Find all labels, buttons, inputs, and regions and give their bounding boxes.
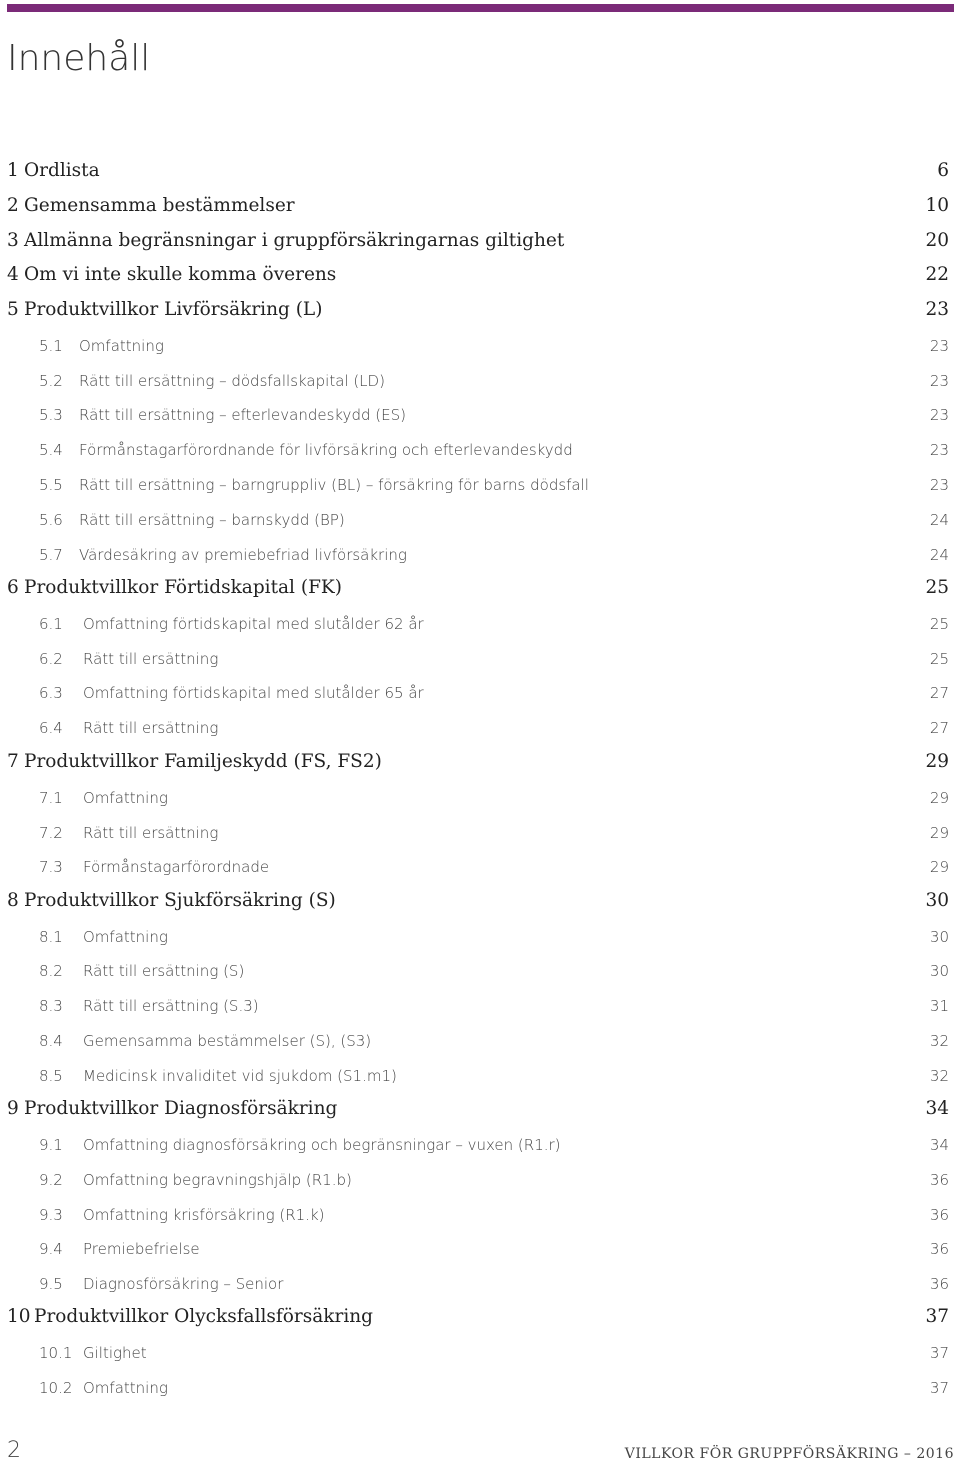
toc-section-row[interactable] <box>0 783 960 813</box>
toc-section-row[interactable] <box>0 1165 960 1195</box>
toc-entry-title: Rätt till ersättning <box>83 650 219 668</box>
toc-entry-page: 37 <box>929 1379 949 1397</box>
toc-chapter-row[interactable] <box>0 747 960 777</box>
toc-entry-title: Omfattning <box>79 337 164 355</box>
toc-entry-number: 5.4 <box>39 441 63 459</box>
toc-entry-title: Produktvillkor Förtidskapital (FK) <box>24 577 342 598</box>
toc-entry-title: Premiebefrielse <box>83 1240 200 1258</box>
toc-entry-number: 8.2 <box>39 962 63 980</box>
toc-entry-page: 29 <box>929 789 949 807</box>
toc-entry-page: 6 <box>937 160 949 181</box>
toc-entry-number: 3 <box>7 230 19 251</box>
toc-entry-title: Omfattning begravningshjälp (R1.b) <box>83 1171 352 1189</box>
toc-entry-title: Gemensamma bestämmelser (S), (S3) <box>83 1032 372 1050</box>
toc-chapter-row[interactable] <box>0 886 960 916</box>
toc-entry-page: 37 <box>929 1344 949 1362</box>
toc-entry-number: 9.3 <box>39 1206 63 1224</box>
toc-entry-number: 9.2 <box>39 1171 63 1189</box>
toc-section-row[interactable] <box>0 1338 960 1368</box>
toc-section-row[interactable] <box>0 1061 960 1091</box>
toc-entry-title: Rätt till ersättning – barnskydd (BP) <box>79 511 345 529</box>
footer-document-title: VILLKOR FÖR GRUPPFÖRSÄKRING – 2016 <box>624 1446 954 1462</box>
toc-entry-number: 8 <box>7 890 19 911</box>
toc-entry-page: 24 <box>929 511 949 529</box>
toc-entry-title: Värdesäkring av premiebefriad livförsäkring <box>79 546 407 564</box>
toc-chapter-row[interactable] <box>0 191 960 221</box>
toc-chapter-row[interactable] <box>0 1094 960 1124</box>
toc-entry-page: 37 <box>925 1306 949 1327</box>
toc-entry-page: 23 <box>929 406 949 424</box>
toc-entry-page: 22 <box>925 264 949 285</box>
toc-entry-title: Omfattning förtidskapital med slutålder 65 år <box>83 684 424 702</box>
toc-section-row[interactable] <box>0 922 960 952</box>
toc-section-row[interactable] <box>0 713 960 743</box>
toc-entry-page: 30 <box>929 928 949 946</box>
toc-entry-title: Rätt till ersättning <box>83 719 219 737</box>
toc-entry-number: 6.1 <box>39 615 63 633</box>
toc-entry-number: 6.4 <box>39 719 63 737</box>
toc-entry-number: 7.1 <box>39 789 63 807</box>
toc-entry-title: Produktvillkor Olycksfallsförsäkring <box>34 1306 373 1327</box>
toc-section-row[interactable] <box>0 956 960 986</box>
toc-entry-number: 6.3 <box>39 684 63 702</box>
toc-entry-title: Produktvillkor Familjeskydd (FS, FS2) <box>24 751 382 772</box>
toc-section-row[interactable] <box>0 435 960 465</box>
toc-entry-number: 7 <box>7 751 19 772</box>
toc-chapter-row[interactable] <box>0 260 960 290</box>
toc-entry-title: Rätt till ersättning (S) <box>83 962 245 980</box>
toc-chapter-row[interactable] <box>0 573 960 603</box>
toc-section-row[interactable] <box>0 400 960 430</box>
accent-bar <box>7 4 954 12</box>
toc-entry-page: 29 <box>929 824 949 842</box>
toc-entry-title: Omfattning <box>83 789 168 807</box>
toc-entry-number: 10.2 <box>39 1379 73 1397</box>
toc-chapter-row[interactable] <box>0 226 960 256</box>
toc-entry-page: 23 <box>925 299 949 320</box>
toc-entry-number: 8.4 <box>39 1032 63 1050</box>
toc-entry-title: Omfattning diagnosförsäkring och begränsningar – vuxen (R1.r) <box>83 1136 561 1154</box>
toc-section-row[interactable] <box>0 991 960 1021</box>
toc-entry-number: 2 <box>7 195 19 216</box>
toc-entry-page: 23 <box>929 476 949 494</box>
toc-entry-page: 36 <box>929 1275 949 1293</box>
toc-section-row[interactable] <box>0 331 960 361</box>
toc-entry-number: 4 <box>7 264 19 285</box>
toc-entry-page: 34 <box>925 1098 949 1119</box>
toc-entry-page: 30 <box>925 890 949 911</box>
toc-entry-title: Rätt till ersättning (S.3) <box>83 997 259 1015</box>
toc-entry-page: 36 <box>929 1206 949 1224</box>
toc-entry-number: 5.7 <box>39 546 63 564</box>
toc-section-row[interactable] <box>0 644 960 674</box>
toc-entry-page: 23 <box>929 337 949 355</box>
toc-section-row[interactable] <box>0 852 960 882</box>
toc-entry-title: Gemensamma bestämmelser <box>24 195 295 216</box>
toc-entry-page: 10 <box>925 195 949 216</box>
toc-entry-page: 31 <box>929 997 949 1015</box>
toc-entry-title: Rätt till ersättning – efterlevandeskydd (ES) <box>79 406 406 424</box>
toc-entry-page: 30 <box>929 962 949 980</box>
toc-entry-title: Diagnosförsäkring – Senior <box>83 1275 284 1293</box>
toc-entry-title: Omfattning förtidskapital med slutålder 62 år <box>83 615 424 633</box>
toc-entry-page: 36 <box>929 1171 949 1189</box>
toc-entry-title: Om vi inte skulle komma överens <box>24 264 337 285</box>
toc-entry-number: 5.5 <box>39 476 63 494</box>
toc-chapter-row[interactable] <box>0 295 960 325</box>
toc-entry-title: Rätt till ersättning – barngruppliv (BL) – försäkring för barns dödsfall <box>79 476 589 494</box>
toc-entry-number: 7.3 <box>39 858 63 876</box>
page-title: Innehåll <box>7 38 151 79</box>
toc-entry-number: 9.5 <box>39 1275 63 1293</box>
toc-entry-page: 23 <box>929 441 949 459</box>
toc-entry-page: 29 <box>929 858 949 876</box>
toc-section-row[interactable] <box>0 678 960 708</box>
toc-entry-title: Omfattning <box>83 1379 168 1397</box>
footer-page-number: 2 <box>7 1438 21 1463</box>
toc-entry-title: Förmånstagarförordnade <box>83 858 270 876</box>
toc-entry-number: 5.1 <box>39 337 63 355</box>
toc-entry-number: 5 <box>7 299 19 320</box>
toc-section-row[interactable] <box>0 540 960 570</box>
toc-entry-number: 10.1 <box>39 1344 73 1362</box>
toc-entry-number: 6 <box>7 577 19 598</box>
toc-chapter-row[interactable] <box>0 1302 960 1332</box>
toc-section-row[interactable] <box>0 1130 960 1160</box>
toc-entry-title: Ordlista <box>24 160 100 181</box>
toc-entry-title: Rätt till ersättning <box>83 824 219 842</box>
toc-entry-number: 9 <box>7 1098 19 1119</box>
toc-entry-number: 5.3 <box>39 406 63 424</box>
toc-entry-title: Omfattning krisförsäkring (R1.k) <box>83 1206 325 1224</box>
toc-entry-number: 6.2 <box>39 650 63 668</box>
toc-entry-number: 9.1 <box>39 1136 63 1154</box>
toc-entry-page: 25 <box>929 615 949 633</box>
toc-entry-title: Allmänna begränsningar i gruppförsäkringarnas giltighet <box>24 230 565 251</box>
toc-entry-title: Giltighet <box>83 1344 147 1362</box>
toc-section-row[interactable] <box>0 366 960 396</box>
toc-entry-page: 32 <box>929 1067 949 1085</box>
toc-entry-page: 23 <box>929 372 949 390</box>
toc-entry-page: 34 <box>929 1136 949 1154</box>
toc-section-row[interactable] <box>0 505 960 535</box>
toc-entry-number: 8.1 <box>39 928 63 946</box>
toc-entry-page: 32 <box>929 1032 949 1050</box>
toc-section-row[interactable] <box>0 609 960 639</box>
toc-entry-number: 8.5 <box>39 1067 63 1085</box>
toc-entry-number: 10 <box>7 1306 31 1327</box>
toc-entry-number: 1 <box>7 160 19 181</box>
toc-entry-title: Produktvillkor Diagnosförsäkring <box>24 1098 338 1119</box>
toc-entry-number: 5.6 <box>39 511 63 529</box>
toc-section-row[interactable] <box>0 1200 960 1230</box>
toc-section-row[interactable] <box>0 818 960 848</box>
toc-entry-title: Produktvillkor Livförsäkring (L) <box>24 299 323 320</box>
toc-entry-page: 24 <box>929 546 949 564</box>
toc-entry-title: Medicinsk invaliditet vid sjukdom (S1.m1) <box>83 1067 397 1085</box>
toc-entry-title: Omfattning <box>83 928 168 946</box>
toc-entry-title: Produktvillkor Sjukförsäkring (S) <box>24 890 336 911</box>
toc-chapter-row[interactable] <box>0 156 960 186</box>
toc-section-row[interactable] <box>0 1269 960 1299</box>
toc-section-row[interactable] <box>0 1373 960 1403</box>
toc-entry-number: 7.2 <box>39 824 63 842</box>
toc-section-row[interactable] <box>0 470 960 500</box>
toc-entry-page: 25 <box>925 577 949 598</box>
toc-entry-page: 29 <box>925 751 949 772</box>
toc-entry-title: Rätt till ersättning – dödsfallskapital (LD) <box>79 372 385 390</box>
toc-entry-number: 9.4 <box>39 1240 63 1258</box>
toc-entry-title: Förmånstagarförordnande för livförsäkring och efterlevandeskydd <box>79 441 573 459</box>
toc-entry-number: 5.2 <box>39 372 63 390</box>
toc-entry-page: 20 <box>925 230 949 251</box>
toc-entry-page: 25 <box>929 650 949 668</box>
toc-section-row[interactable] <box>0 1026 960 1056</box>
toc-entry-page: 27 <box>929 719 949 737</box>
toc-entry-number: 8.3 <box>39 997 63 1015</box>
toc-entry-page: 36 <box>929 1240 949 1258</box>
toc-entry-page: 27 <box>929 684 949 702</box>
toc-section-row[interactable] <box>0 1234 960 1264</box>
